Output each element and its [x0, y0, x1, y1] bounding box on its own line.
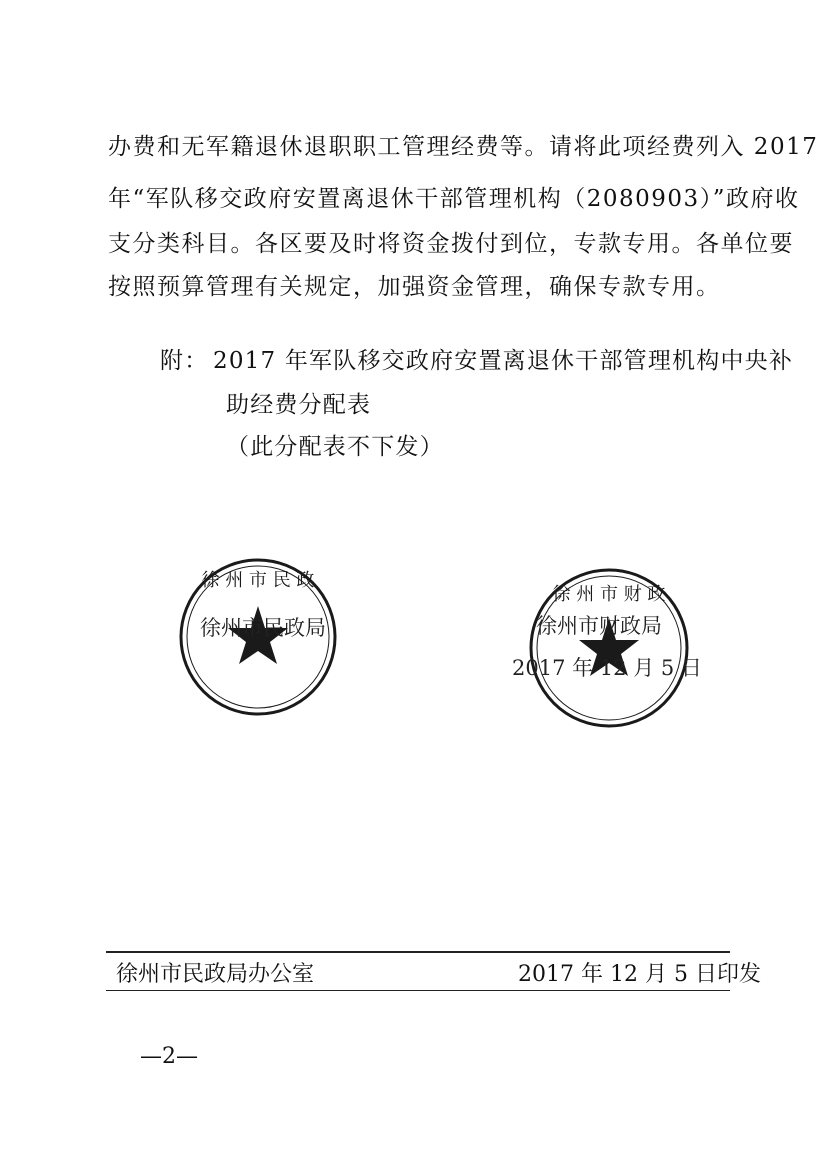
svg-text:徐 州 市 财 政: 徐 州 市 财 政	[552, 584, 666, 605]
body-line: 年“军队移交政府安置离退休干部管理机构（2080903）”政府收	[108, 186, 800, 212]
civil-affairs-signature: 徐州市民政局	[200, 616, 326, 640]
footer-top-rule	[106, 951, 730, 953]
civil-affairs-seal	[176, 556, 340, 718]
footer-date: 2017 年 12 月 5 日印发	[518, 962, 761, 987]
finance-signature: 徐州市财政局	[536, 614, 662, 638]
body-line: 办费和无军籍退休退职职工管理经费等。请将此项经费列入 2017	[108, 134, 819, 160]
page-number: —2—	[140, 1044, 198, 1069]
attachment-title-line1: 2017 年军队移交政府安置离退休干部管理机构中央补	[213, 348, 794, 374]
seal-icon	[526, 566, 692, 730]
body-line: 支分类科目。各区要及时将资金拨付到位，专款专用。各单位要	[108, 231, 794, 257]
finance-seal	[512, 566, 702, 730]
svg-text:徐 州 市 民 政: 徐 州 市 民 政	[201, 570, 315, 591]
attachment-title-line2: 助经费分配表	[226, 392, 372, 418]
footer-issuer: 徐州市民政局办公室	[116, 962, 315, 987]
body-line: 按照预算管理有关规定，加强资金管理，确保专款专用。	[108, 274, 721, 300]
attachment-note: （此分配表不下发）	[226, 434, 444, 460]
attachment-label: 附：	[160, 348, 209, 374]
footer-bottom-rule	[106, 990, 730, 991]
finance-seal-date: 2017 年 12 月 5 日	[512, 656, 702, 680]
